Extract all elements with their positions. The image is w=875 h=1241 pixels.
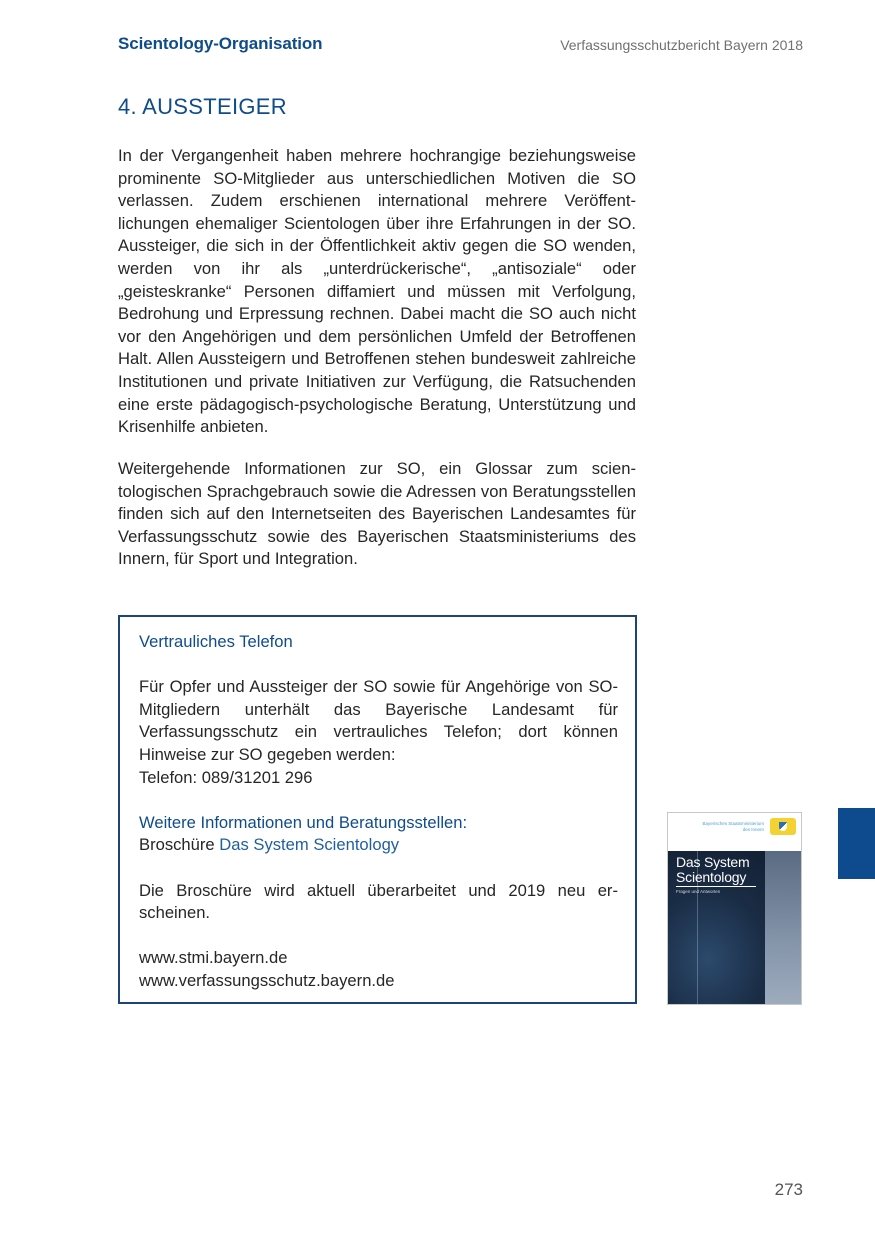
info-box-confidential-phone <box>118 615 637 1004</box>
brochure-cover-image <box>667 812 802 1005</box>
brochure-reference <box>139 834 618 857</box>
info-box-text: Für Opfer und Aussteiger der SO sowie für Angehörige von SO-Mitgliedern unterhält das Bayerische Landesamt für Verfassungsschutz ein vertrauliches Telefon; dort können Hinweise zur SO gegeben werden: <box>139 677 618 764</box>
running-head-section: Scientology-Organisation <box>118 34 323 53</box>
section-title: 4. AUSSTEIGER <box>118 94 287 119</box>
url-verfassungsschutz[interactable]: www.verfassungsschutz.bayern.de <box>139 970 395 990</box>
brochure-cover-subtitle: Fragen und Antworten <box>676 889 721 894</box>
brochure-prefix: Broschüre <box>139 835 215 855</box>
running-head-publication: Verfassungsschutzbericht Bayern 2018 <box>560 37 803 53</box>
brochure-link[interactable]: Das System Scientology <box>219 835 400 855</box>
page-number: 273 <box>774 1180 803 1199</box>
info-box-heading: Vertrauliches Telefon <box>139 632 293 651</box>
brochure-ministry-label: Bayerisches Staatsministerium des Innern <box>702 821 764 832</box>
bavarian-crest-icon <box>770 818 796 835</box>
brochure-cover-header <box>668 813 801 851</box>
brochure-update-note: Die Broschüre wird aktuell überarbeitet und 2019 neu erscheinen. <box>139 880 618 923</box>
info-box-content <box>139 631 618 993</box>
brochure-cover-rule <box>676 886 756 887</box>
brochure-cover-panel <box>765 851 802 1005</box>
phone-number: Telefon: 089/31201 296 <box>139 767 313 787</box>
body-paragraph-1: In der Vergangenheit haben mehrere hochrangige beziehungsweise prominente SO-Mitglieder aus unterschiedlichen Motiven die SO verlassen. Zudem erschienen international mehrere Veröffentlichungen ehemaliger Scientologen über ihre Erfahrungen in der SO. Aussteiger, die sich in der Öffentlichkeit aktiv gegen die SO wenden, werden von ihr als „unterdrückerische“, „antisoziale“ oder „geisteskranke“ Personen diffamiert und müssen mit Verfolgung, Bedrohung und Erpressung rechnen. Dabei macht die SO auch nicht vor den Angehörigen und dem persönlichen Umfeld der Betroffenen Halt. Allen Aussteigern und Betroffenen stehen bundesweit zahlreiche Institutionen und private Initiativen zur Verfügung, die Ratsuchenden eine erste pädagogisch-psychologische Beratung, Unterstützung und Krisenhilfe anbieten. <box>118 146 636 437</box>
body-paragraph-2: Weitergehende Informationen zur SO, ein Glossar zum scientologischen Sprachgebrauch sowie die Adressen von Beratungsstellen finden sich auf den Internetseiten des Bayerischen Landesamtes für Verfassungsschutz sowie des Bayerischen Staatsministeriums des Innern, für Sport und Integration. <box>118 459 636 569</box>
brochure-cover-title: Das System Scientology <box>676 854 750 885</box>
chapter-tab-marker <box>838 808 875 879</box>
more-info-heading: Weitere Informationen und Beratungsstellen: <box>139 812 468 832</box>
url-stmi[interactable]: www.stmi.bayern.de <box>139 948 288 968</box>
